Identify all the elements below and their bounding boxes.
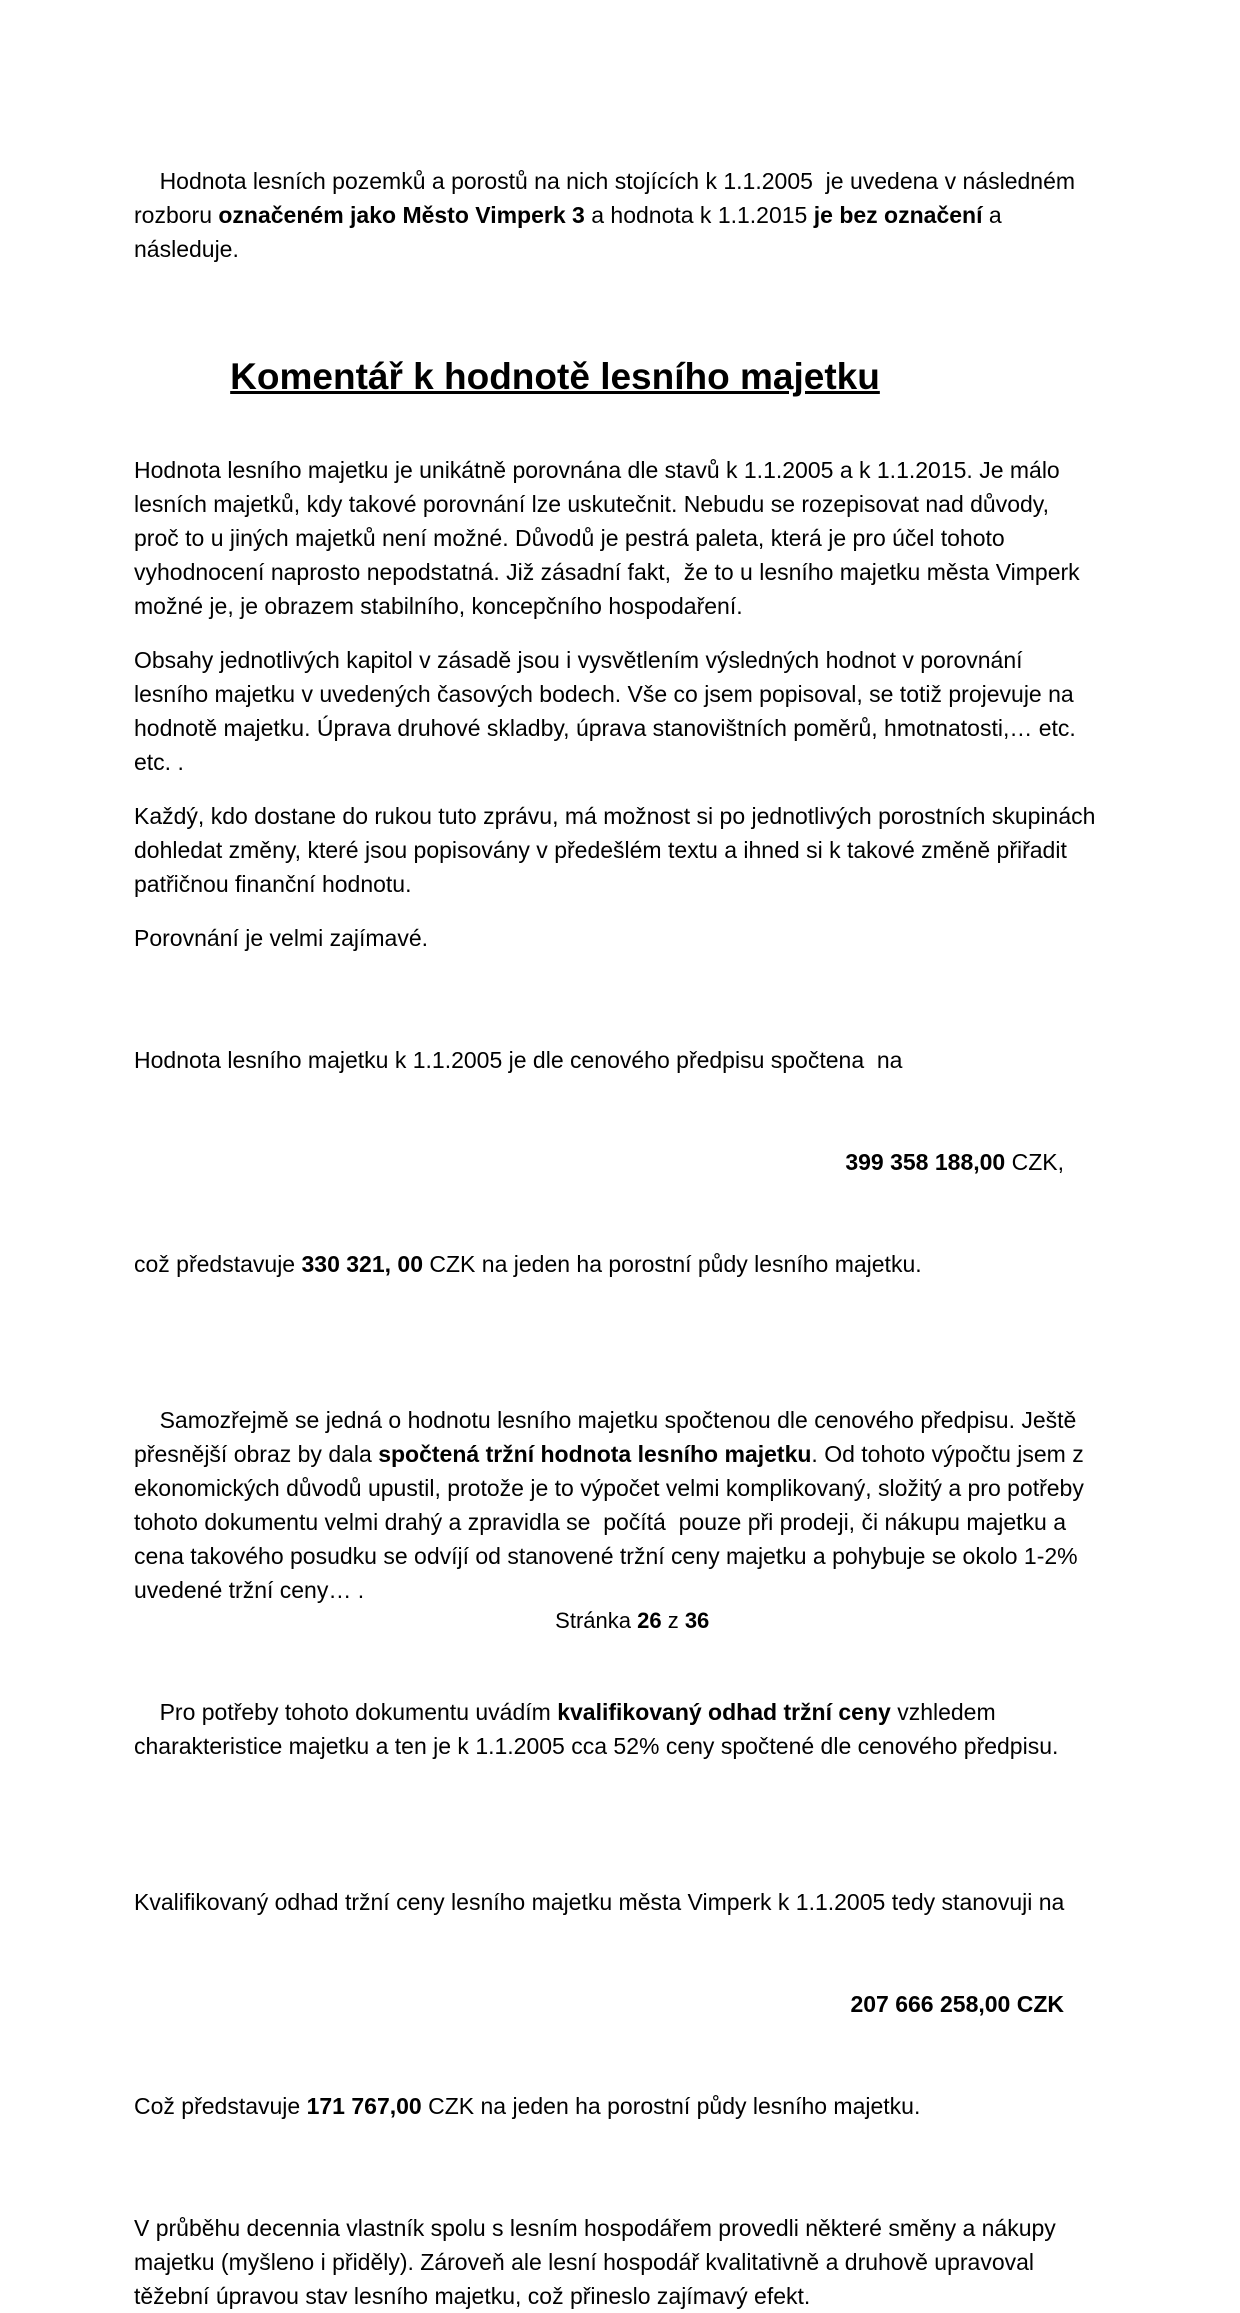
paragraph-qualified-estimate xyxy=(134,1661,1100,1797)
estimate-2005-per-ha-pre: Což představuje xyxy=(134,2093,307,2119)
paragraph-everyone: Každý, kdo dostane do rukou tuto zprávu, má možnost si po jednotlivých porostních skupinách dohledat změny, které jsou popisovány v předešlém textu a ihned si k takové změně přiřadit patřičnou finanční hodnotu. xyxy=(134,803,1102,897)
paragraph-chapters: Obsahy jednotlivých kapitol v zásadě jsou i vysvětlením výsledných hodnot v porovnání lesního majetku v uvedených časových bodech. Vše co jsem popisoval, se totiž projevuje na hodnotě majetku. Úprava druhové skladby, úprava stanovištních poměrů, hmotnatosti,… etc. etc. . xyxy=(134,647,1083,775)
section-heading: Komentář k hodnotě lesního majetku xyxy=(230,356,880,397)
intro-text-1: Hodnota lesních pozemků a porostů na nich stojících k 1.1.2005 je uvedena v následném rozboru xyxy=(134,168,1082,228)
footer-of: z xyxy=(661,1608,685,1633)
paragraph-comparison-interesting: Porovnání je velmi zajímavé. xyxy=(134,925,429,951)
estimate-2005-per-ha-line xyxy=(134,2089,1100,2123)
estimate-2005-block xyxy=(134,1817,1100,2191)
estimate-2005-amount: 207 666 258,00 CZK xyxy=(850,1991,1064,2017)
qualified-text-2: vzhledem charakteristice majetku a ten je k 1.1.2005 cca 52% ceny spočtené dle cenového předpisu. xyxy=(134,1699,1059,1759)
paragraph-unique-comparison: Hodnota lesního majetku je unikátně porovnána dle stavů k 1.1.2005 a k 1.1.2015. Je málo lesních majetků, kdy takové porovnání lze uskutečnit. Nebudu se rozepisovat nad důvody, proč to u jiných majetků není možné. Důvodů je pestrá paleta, která je pro účel tohoto vyhodnocení naprosto nepodstatná. Již zásadní fakt, že to u lesního majetku města Vimperk možné je, je obrazem stabilního, koncepčního hospodaření. xyxy=(134,457,1087,619)
qualified-bold-phrase: kvalifikovaný odhad tržní ceny xyxy=(557,1699,891,1725)
page-footer xyxy=(0,1576,1240,1666)
intro-text-3: a následuje. xyxy=(134,202,1009,262)
paragraph-decennium: V průběhu decennia vlastník spolu s lesním hospodářem provedli některé směny a nákupy majetku (myšleno i přiděly). Zároveň ale lesní hospodář kvalitativně a druhově upravoval těžební úpravou stav lesního majetku, což přineslo zajímavý efekt. xyxy=(134,2215,1063,2309)
value-2005-per-ha-line xyxy=(134,1247,1100,1281)
qualified-text-1: Pro potřeby tohoto dokumentu uvádím xyxy=(159,1699,558,1725)
market-text-1: Samozřejmě se jedná o hodnotu lesního majetku spočtenou dle cenového předpisu. Ještě přesnější obraz by dala xyxy=(134,1407,1083,1467)
estimate-2005-per-ha-post: CZK na jeden ha porostní půdy lesního majetku. xyxy=(421,2093,921,2119)
market-text-2: . Od tohoto výpočtu jsem z ekonomických důvodů upustil, protože je to výpočet velmi komplikovaný, složitý a pro potřeby tohoto dokumentu velmi drahý a zpravidla se počítá pouze při prodeji, či nákupu majetku a cena takového posudku se odvíjí od stanovené tržní ceny majetku a pohybuje se okolo 1-2% uvedené tržní ceny… . xyxy=(134,1441,1091,1603)
value-2005-lead: Hodnota lesního majetku k 1.1.2005 je dle cenového předpisu spočtena na xyxy=(134,1047,903,1073)
value-2005-block xyxy=(134,975,1100,1349)
intro-bold-label: označeném jako Město Vimperk 3 xyxy=(218,202,585,228)
value-2005-amount: 399 358 188,00 xyxy=(845,1149,1006,1175)
intro-bold-no-label: je bez označení xyxy=(813,202,983,228)
value-2005-currency: CZK, xyxy=(1005,1149,1064,1175)
footer-total-pages: 36 xyxy=(684,1608,710,1633)
value-2005-per-ha-pre: což představuje xyxy=(134,1251,302,1277)
value-2005-per-ha-amount: 330 321, 00 xyxy=(301,1251,423,1277)
value-2005-amount-line xyxy=(134,1145,1100,1179)
intro-text-2: a hodnota k 1.1.2015 xyxy=(584,202,814,228)
market-bold-phrase: spočtená tržní hodnota lesního majetku xyxy=(378,1441,812,1467)
value-2005-per-ha-post: CZK na jeden ha porostní půdy lesního majetku. xyxy=(423,1251,922,1277)
estimate-2005-per-ha-amount: 171 767,00 xyxy=(306,2093,422,2119)
intro-paragraph xyxy=(134,130,1100,300)
footer-page-number: 26 xyxy=(637,1608,662,1633)
footer-label: Stránka xyxy=(555,1608,638,1633)
estimate-2005-lead: Kvalifikovaný odhad tržní ceny lesního majetku města Vimperk k 1.1.2005 tedy stanovuji na xyxy=(134,1889,1065,1915)
